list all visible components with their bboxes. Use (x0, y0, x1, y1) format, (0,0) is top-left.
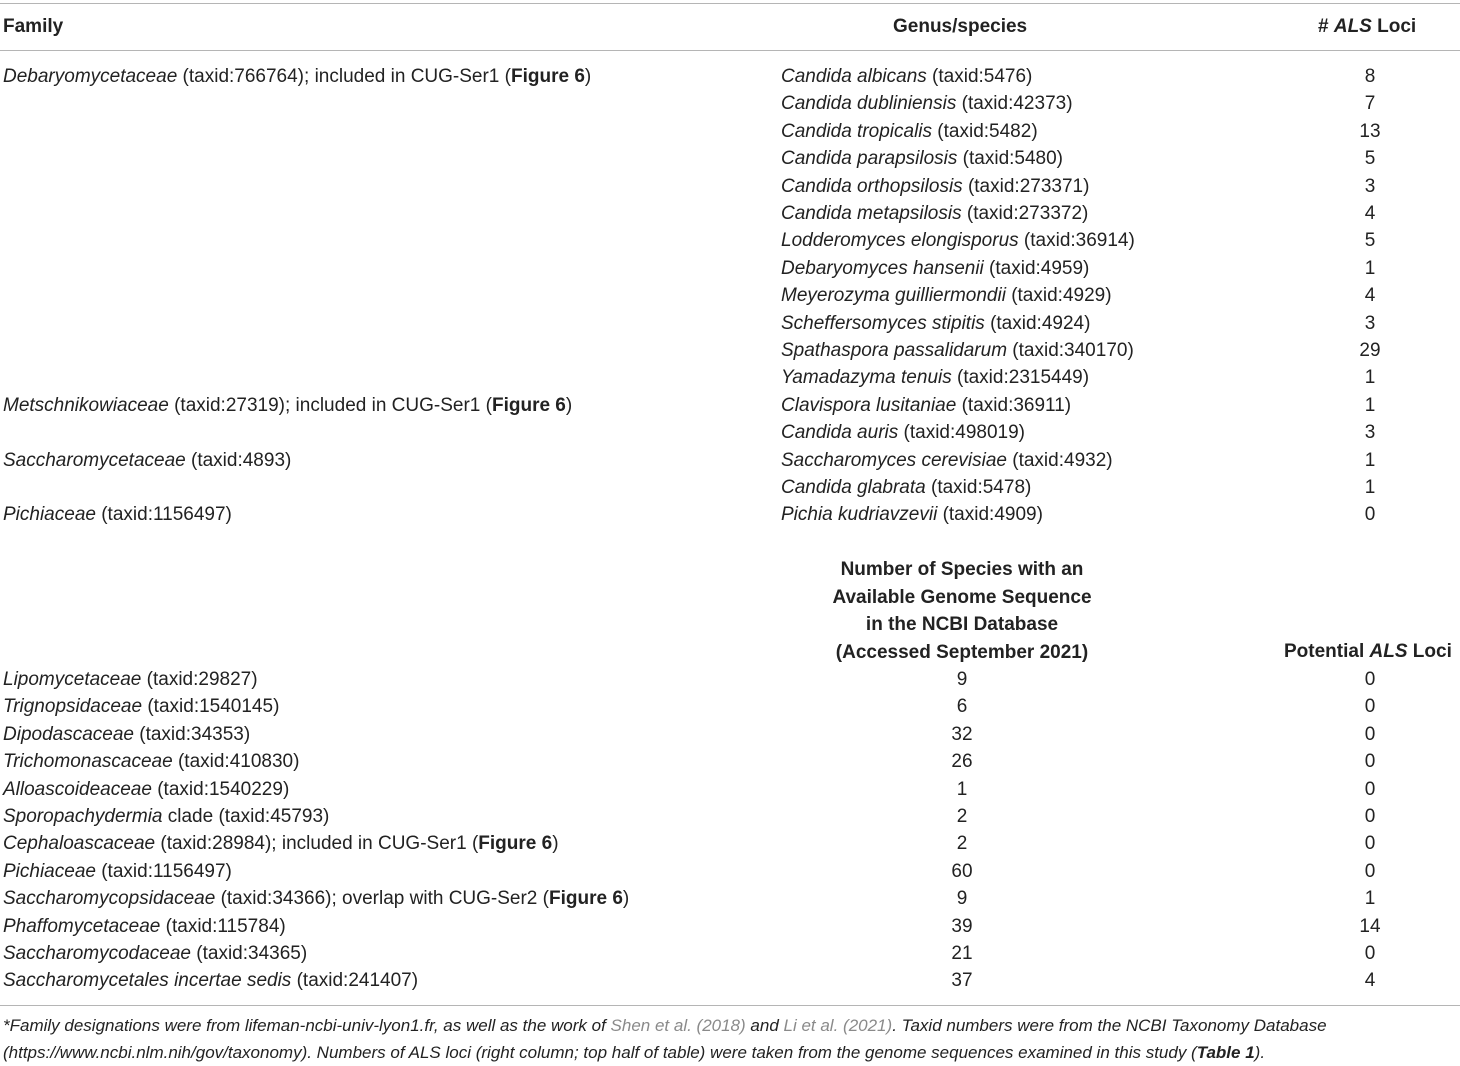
als-loci-cell: 1 (1364, 257, 1376, 279)
family-cell: Trignopsidaceae (taxid:1540145) (3, 696, 280, 718)
species-count-cell: 21 (951, 943, 973, 964)
species-cell: Saccharomyces cerevisiae (taxid:4932) (781, 449, 1113, 471)
figure-link[interactable]: Figure 6 (478, 833, 553, 855)
family-cell: Dipodascaceae (taxid:34353) (3, 723, 251, 745)
species-cell: Scheffersomyces stipitis (taxid:4924) (781, 312, 1091, 334)
table-row (0, 419, 1460, 446)
potential-als-cell: 14 (1359, 915, 1381, 937)
family-cell: Lipomycetaceae (taxid:29827) (3, 669, 258, 690)
figure-link[interactable]: Figure 6 (510, 66, 585, 87)
table-row (0, 90, 1460, 117)
table-row (0, 282, 1460, 309)
species-cell: Candida dubliniensis (taxid:42373) (781, 93, 1073, 115)
als-loci-cell: 3 (1364, 175, 1376, 197)
table-row (0, 63, 1460, 90)
header-genus-species: Genus/species (893, 16, 1028, 37)
species-count-cell: 1 (956, 778, 968, 800)
family-cell: Pichiaceae (taxid:1156497) (3, 860, 232, 882)
header-als-loci: # ALS Loci (1318, 16, 1417, 37)
species-count-cell: 39 (951, 915, 973, 937)
als-loci-cell: 7 (1364, 93, 1376, 115)
table-row (0, 118, 1460, 145)
als-loci-cell: 1 (1364, 477, 1376, 498)
species-cell: Candida metapsilosis (taxid:273372) (781, 203, 1089, 224)
family-cell: Saccharomycopsidaceae (taxid:34366); overlap with CUG-Ser2 (Figure 6) (3, 888, 630, 910)
family-cell: Alloascoideaceae (taxid:1540229) (3, 778, 290, 800)
citation-link-shen[interactable]: Shen et al. (2018) (610, 1016, 746, 1035)
potential-als-cell: 0 (1364, 751, 1376, 773)
header-species-count-line: (Accessed September 2021) (835, 641, 1089, 663)
potential-als-cell: 0 (1364, 943, 1376, 964)
header-species-count-line: Available Genome Sequence (832, 586, 1092, 608)
als-loci-cell: 1 (1364, 449, 1376, 471)
table-row (0, 173, 1460, 200)
species-count-cell: 2 (956, 806, 968, 827)
als-loci-cell: 1 (1364, 394, 1376, 416)
table-row (0, 721, 1460, 748)
species-count-cell: 9 (956, 669, 968, 690)
family-cell: Saccharomycetaceae (taxid:4893) (3, 449, 292, 471)
family-cell: Saccharomycetales incertae sedis (taxid:241407) (3, 970, 419, 992)
table-row (0, 255, 1460, 282)
family-cell: Metschnikowiaceae (taxid:27319); included in CUG-Ser1 (Figure 6) (3, 394, 573, 416)
species-count-cell: 37 (951, 970, 973, 992)
table-row (0, 776, 1460, 803)
species-cell: Candida orthopsilosis (taxid:273371) (781, 175, 1090, 197)
als-loci-cell: 4 (1364, 285, 1376, 307)
potential-als-cell: 1 (1364, 888, 1376, 910)
species-cell: Debaryomyces hansenii (taxid:4959) (781, 257, 1090, 279)
table-row (0, 967, 1460, 994)
table-row (0, 392, 1460, 419)
table-row (0, 913, 1460, 940)
table-row (0, 447, 1460, 474)
species-cell: Spathaspora passalidarum (taxid:340170) (781, 340, 1134, 361)
species-count-cell: 60 (951, 860, 973, 882)
species-cell: Pichia kudriavzevii (taxid:4909) (781, 504, 1043, 526)
family-cell: Phaffomycetaceae (taxid:115784) (3, 915, 286, 937)
citation-link-li[interactable]: Li et al. (2021) (783, 1016, 893, 1035)
figure-link[interactable]: Figure 6 (548, 888, 623, 910)
family-cell: Trichomonascaceae (taxid:410830) (3, 751, 300, 773)
potential-als-cell: 0 (1364, 806, 1376, 827)
species-cell: Lodderomyces elongisporus (taxid:36914) (781, 230, 1135, 252)
species-cell: Candida parapsilosis (taxid:5480) (781, 148, 1064, 170)
species-cell: Candida auris (taxid:498019) (781, 422, 1025, 444)
header-rule (0, 50, 1460, 51)
als-loci-cell: 29 (1359, 340, 1381, 361)
table-row (0, 830, 1460, 857)
potential-als-cell: 0 (1364, 669, 1376, 690)
header-potential-als-loci: Potential ALS Loci (1284, 641, 1452, 662)
table-row (0, 200, 1460, 227)
table-top-rule (0, 3, 1460, 4)
species-count-cell: 6 (956, 696, 968, 718)
table-row (0, 803, 1460, 830)
als-loci-cell: 3 (1364, 312, 1376, 334)
family-cell: Cephaloascaceae (taxid:28984); included in CUG-Ser1 (Figure 6) (3, 833, 559, 855)
table-row (0, 666, 1460, 693)
table-row (0, 310, 1460, 337)
als-loci-cell: 0 (1364, 504, 1376, 526)
species-count-cell: 2 (956, 833, 968, 855)
table-bottom-rule (0, 1005, 1460, 1006)
table-row (0, 474, 1460, 501)
table-row (0, 364, 1460, 391)
species-cell: Yamadazyma tenuis (taxid:2315449) (781, 367, 1090, 389)
als-loci-cell: 5 (1364, 230, 1376, 252)
als-loci-cell: 3 (1364, 422, 1376, 444)
als-loci-cell: 13 (1359, 120, 1381, 142)
table-row (0, 337, 1460, 364)
table-row (0, 501, 1460, 528)
header-species-count-line: Number of Species with an (840, 559, 1084, 580)
species-cell: Clavispora lusitaniae (taxid:36911) (781, 394, 1072, 416)
figure-link[interactable]: Figure 6 (491, 394, 566, 416)
table-row (0, 227, 1460, 254)
table-row (0, 940, 1460, 967)
family-cell: Sporopachydermia clade (taxid:45793) (3, 806, 330, 827)
als-loci-cell: 1 (1364, 367, 1376, 389)
header-family: Family (3, 16, 64, 37)
potential-als-cell: 4 (1364, 970, 1376, 992)
species-cell: Candida albicans (taxid:5476) (781, 66, 1033, 87)
potential-als-cell: 0 (1364, 696, 1376, 718)
table-row (0, 145, 1460, 172)
species-count-cell: 9 (956, 888, 968, 910)
species-count-cell: 32 (951, 723, 973, 745)
family-cell: Debaryomycetaceae (taxid:766764); included in CUG-Ser1 (Figure 6) (3, 66, 592, 87)
table-row (0, 693, 1460, 720)
potential-als-cell: 0 (1364, 833, 1376, 855)
als-loci-cell: 5 (1364, 148, 1376, 170)
family-cell: Saccharomycodaceae (taxid:34365) (3, 943, 308, 964)
potential-als-cell: 0 (1364, 778, 1376, 800)
table-row (0, 858, 1460, 885)
als-loci-cell: 8 (1364, 66, 1376, 87)
table-row (0, 748, 1460, 775)
table-footnote: *Family designations were from lifeman-ncbi-univ-lyon1.fr, as well as the work of Shen et al. (2018) and Li et al. (2021). Taxid numbers were from the NCBI Taxonomy Database (https://www.ncbi.nlm.nih/gov/taxonomy). Numbers of ALS loci (right column; top half of table) were taken from the genome sequences examined in this study (Table 1). (3, 1016, 1327, 1062)
family-cell: Pichiaceae (taxid:1156497) (3, 504, 232, 526)
species-cell: Candida glabrata (taxid:5478) (781, 477, 1032, 498)
potential-als-cell: 0 (1364, 723, 1376, 745)
table-row (0, 885, 1460, 912)
header-species-count (812, 556, 1112, 666)
species-count-cell: 26 (951, 751, 973, 773)
species-cell: Meyerozyma guilliermondii (taxid:4929) (781, 285, 1112, 307)
table-link[interactable]: Table 1 (1196, 1043, 1255, 1062)
potential-als-cell: 0 (1364, 860, 1376, 882)
species-cell: Candida tropicalis (taxid:5482) (781, 120, 1038, 142)
als-loci-cell: 4 (1364, 203, 1376, 224)
header-species-count-line: in the NCBI Database (865, 614, 1059, 635)
